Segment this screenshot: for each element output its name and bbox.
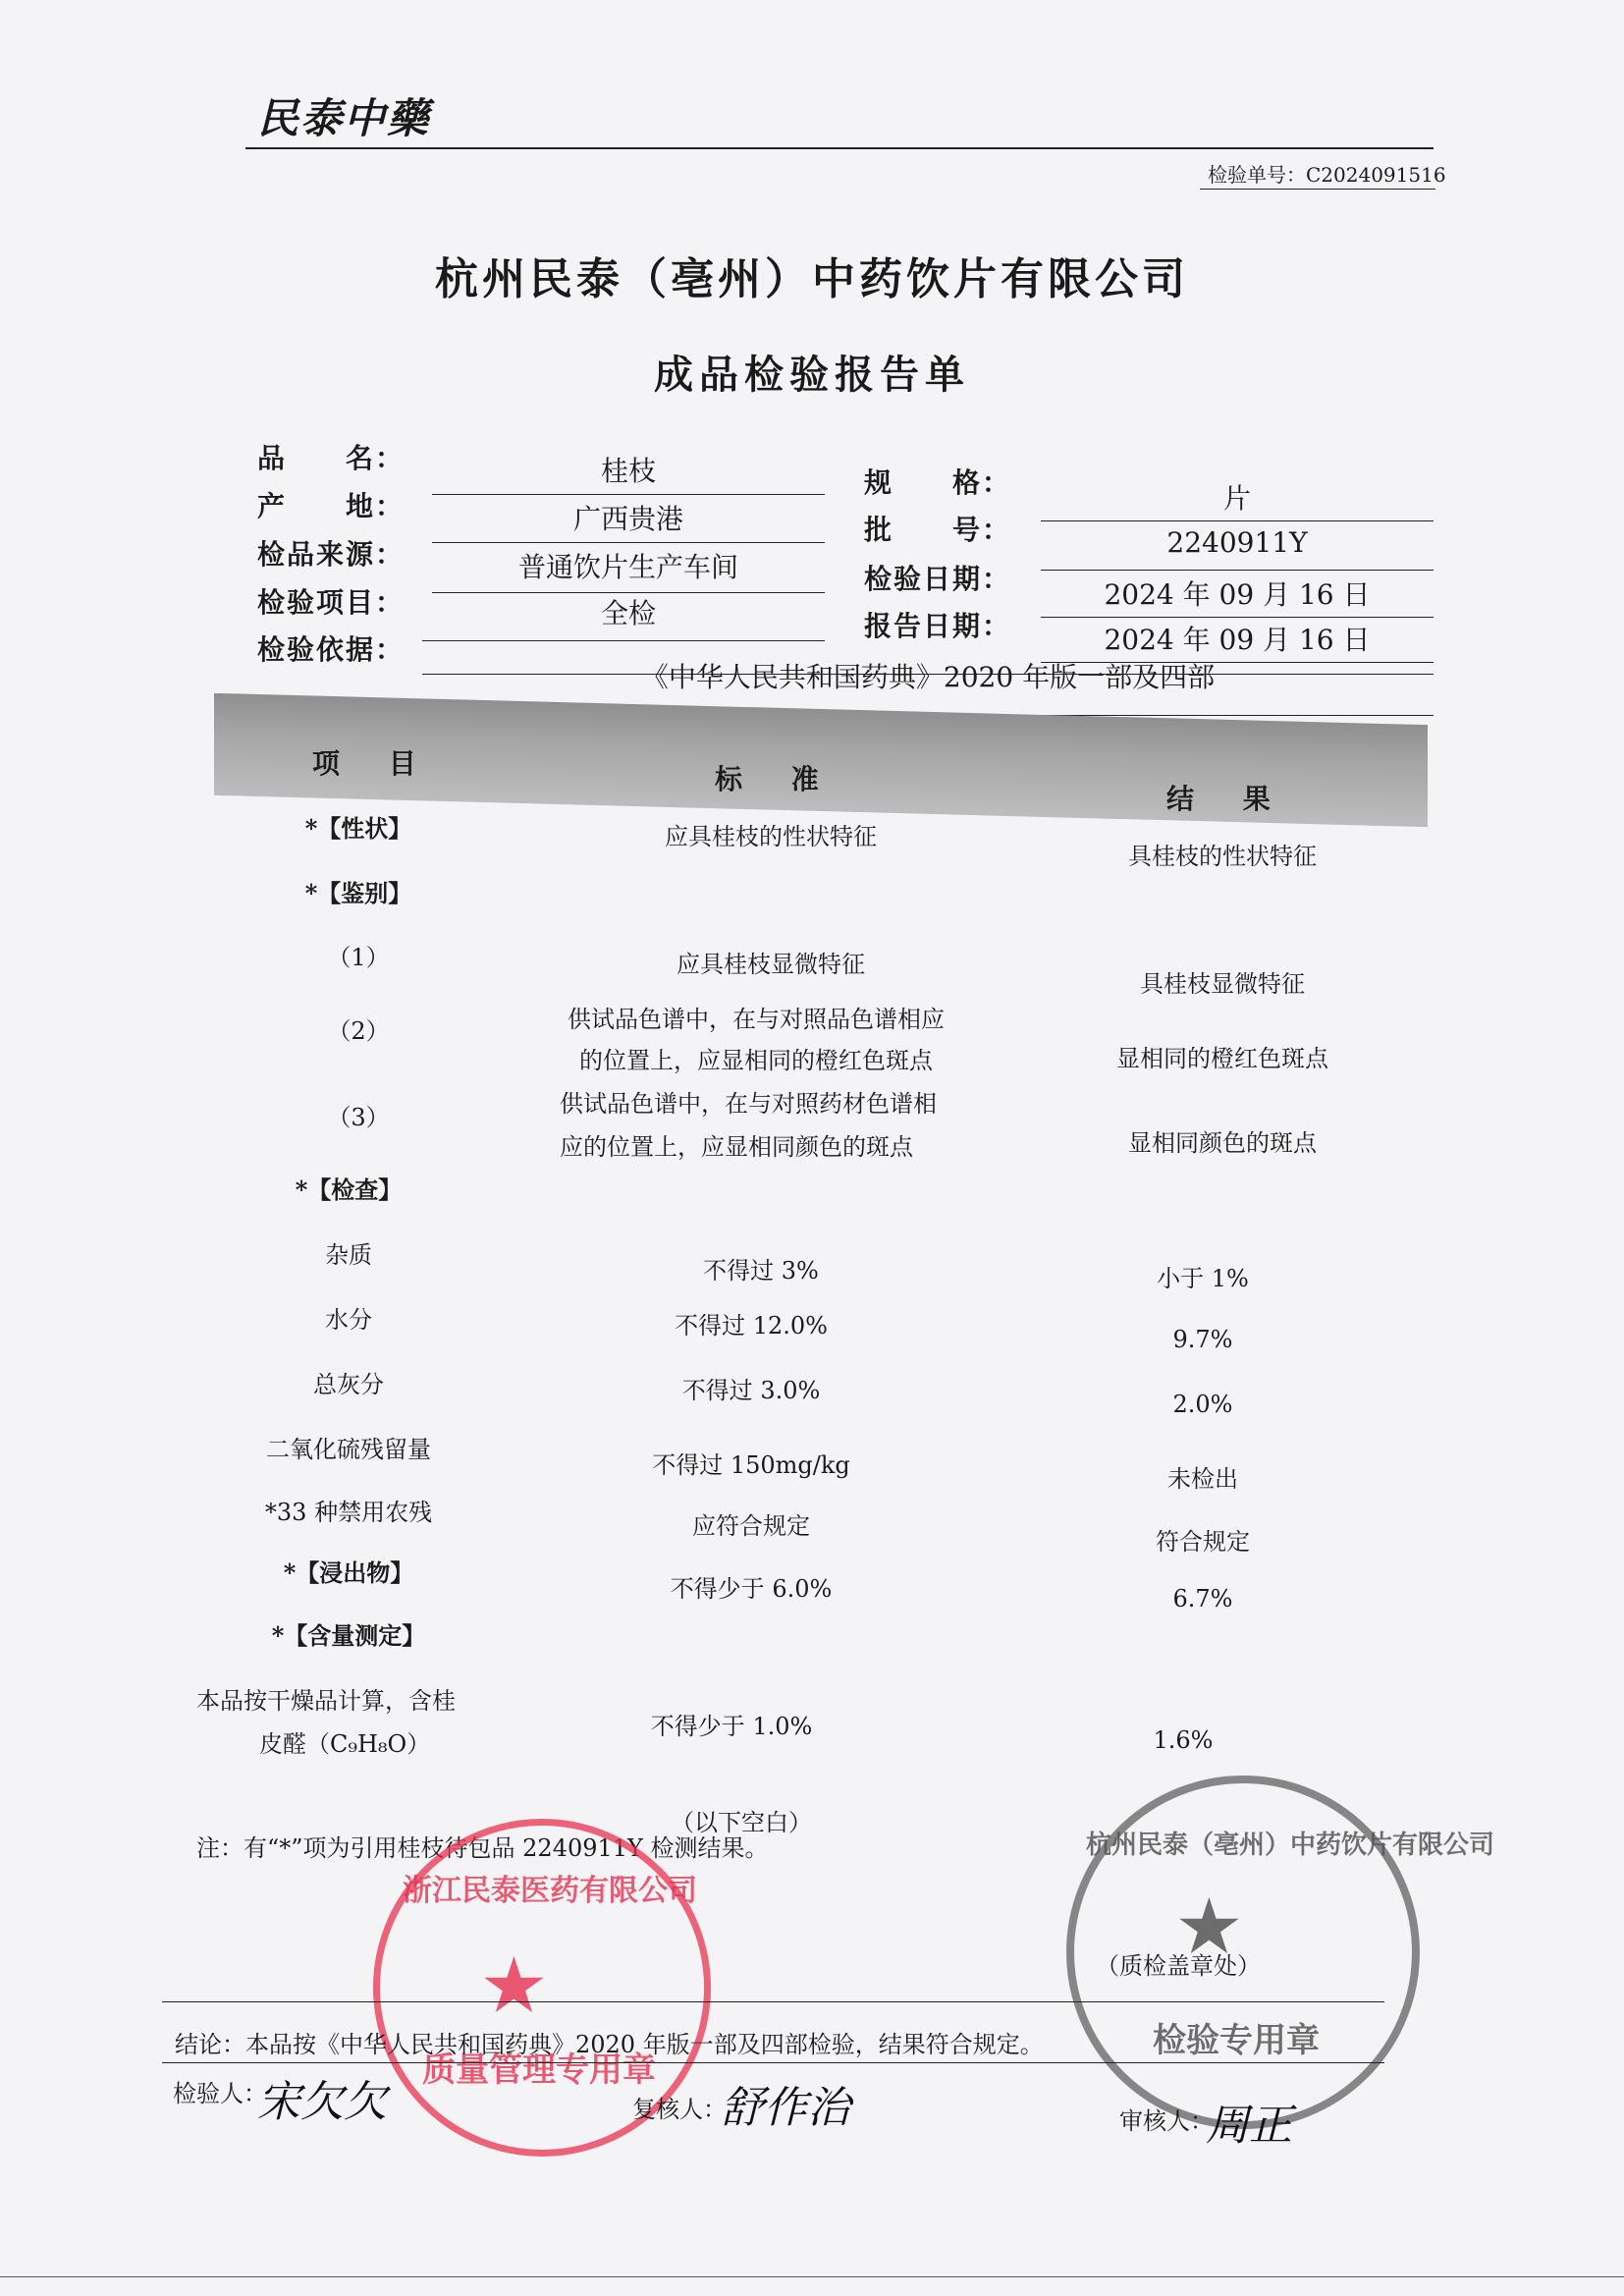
row-standard: 不得少于 1.0% — [650, 1713, 813, 1740]
header-divider — [245, 147, 1434, 149]
row-standard: 供试品色谱中，在与对照品色谱相应 — [568, 1006, 945, 1033]
row-item-line2: 皮醛（C₉H₈O） — [259, 1730, 431, 1758]
test-date-value: 2024 年 09 月 16 日 — [1104, 578, 1371, 611]
report-date-value: 2024 年 09 月 16 日 — [1104, 624, 1371, 656]
row-item: 本品按干燥品计算，含桂 — [196, 1687, 456, 1715]
page-bottom-edge — [0, 2276, 1624, 2277]
row-result: 2.0% — [1172, 1391, 1233, 1418]
column-header-item: 项 目 — [312, 747, 436, 780]
row-standard: 不得过 3% — [703, 1257, 819, 1285]
test-date-label: 检验日期： — [864, 563, 1012, 595]
name-label: 品 名： — [257, 442, 406, 474]
spec-label: 规 格： — [864, 466, 1012, 499]
conclusion-text: 结论：本品按《中华人民共和国药典》2020 年版一部及四部检验，结果符合规定。 — [175, 2031, 1044, 2058]
row-standard: 供试品色谱中，在与对照药材色谱相 — [560, 1090, 937, 1118]
row-standard-line2: 应的位置上，应显相同颜色的斑点 — [560, 1133, 913, 1161]
row-item: *【含量测定】 — [271, 1621, 426, 1650]
row-result: 6.7% — [1172, 1585, 1233, 1613]
gray-seal-caption: （质检盖章处） — [1096, 1952, 1261, 1980]
company-title: 杭州民泰（亳州）中药饮片有限公司 — [435, 254, 1189, 304]
row-item: （2） — [327, 1017, 390, 1045]
row-item: （3） — [327, 1104, 390, 1131]
report-date-label: 报告日期： — [864, 610, 1012, 642]
approver-signature: 周正 — [1206, 2101, 1292, 2151]
gray-seal-subtext: 检验专用章 — [1153, 2021, 1320, 2060]
conclusion-bottom-line — [162, 2062, 1384, 2063]
row-item: *33 种禁用农残 — [264, 1499, 433, 1526]
approver-label: 审核人： — [1119, 2107, 1214, 2135]
row-result: 未检出 — [1167, 1465, 1238, 1493]
gray-seal-star-icon: ★ — [1178, 1886, 1240, 1967]
row-standard: 不得过 150mg/kg — [652, 1451, 850, 1479]
reviewer-label: 复核人： — [632, 2096, 727, 2123]
item-value: 全检 — [600, 597, 656, 629]
blank-note: （以下空白） — [671, 1809, 812, 1836]
row-item: *【浸出物】 — [283, 1558, 414, 1587]
batch-label: 批 号： — [864, 514, 1012, 546]
item-underline — [422, 640, 825, 641]
basis-value: 《中华人民共和国药典》2020 年版一部及四部 — [640, 661, 1216, 693]
source-label: 检品来源： — [257, 538, 406, 571]
row-standard: 应符合规定 — [692, 1512, 810, 1540]
row-result: 显相同的橙红色斑点 — [1116, 1045, 1328, 1072]
red-seal-star-icon: ★ — [483, 1944, 545, 2026]
origin-underline — [432, 542, 825, 543]
spec-value: 片 — [1222, 482, 1251, 515]
row-standard: 不得过 12.0% — [675, 1312, 828, 1339]
batch-value: 2240911Y — [1166, 526, 1308, 559]
row-standard: 应具桂枝显微特征 — [677, 951, 865, 978]
red-seal-text: 浙江民泰医药有限公司 — [403, 1874, 697, 1908]
inspector-signature: 宋欠欠 — [257, 2077, 387, 2127]
row-item: 二氧化硫残留量 — [266, 1436, 431, 1463]
report-number-underline — [1200, 189, 1435, 190]
row-standard-line2: 的位置上，应显相同的橙红色斑点 — [579, 1047, 933, 1074]
company-logo: 民泰中藥 — [257, 94, 431, 142]
document-title: 成品检验报告单 — [654, 352, 970, 398]
row-standard: 不得少于 6.0% — [670, 1575, 833, 1603]
row-standard: 应具桂枝的性状特征 — [665, 823, 877, 850]
column-header-standard: 标 准 — [715, 763, 839, 795]
row-standard: 不得过 3.0% — [681, 1377, 821, 1404]
batch-underline — [1041, 570, 1434, 571]
test-date-underline — [1041, 617, 1434, 618]
origin-label: 产 地： — [257, 490, 406, 522]
item-label: 检验项目： — [257, 586, 406, 619]
row-item: 总灰分 — [313, 1371, 384, 1398]
row-result: 1.6% — [1153, 1726, 1214, 1754]
spec-underline — [1041, 520, 1434, 521]
inspector-label: 检验人： — [173, 2080, 267, 2107]
row-item: *【性状】 — [304, 814, 412, 843]
report-number: 检验单号：C2024091516 — [1208, 163, 1446, 187]
name-underline — [432, 494, 825, 495]
row-result: 符合规定 — [1156, 1528, 1250, 1556]
row-result: 具桂枝的性状特征 — [1128, 843, 1317, 870]
name-value: 桂枝 — [600, 455, 656, 487]
row-result: 显相同颜色的斑点 — [1128, 1129, 1317, 1157]
red-seal-subtext: 质量管理专用章 — [422, 2050, 656, 2090]
row-item: 杂质 — [325, 1241, 372, 1269]
column-header-result: 结 果 — [1166, 783, 1290, 815]
report-date-underline — [1041, 662, 1434, 663]
row-item: *【鉴别】 — [304, 879, 412, 907]
row-item: *【检查】 — [295, 1175, 403, 1204]
row-result: 小于 1% — [1157, 1265, 1249, 1292]
source-value: 普通饮片生产车间 — [517, 551, 738, 583]
row-result: 9.7% — [1172, 1326, 1233, 1353]
row-result: 具桂枝显微特征 — [1140, 970, 1305, 998]
reviewer-signature: 舒作治 — [721, 2083, 850, 2133]
row-item: 水分 — [325, 1306, 372, 1334]
origin-value: 广西贵港 — [572, 503, 683, 535]
basis-label: 检验依据： — [257, 633, 406, 666]
basis-underline-top — [422, 674, 1434, 675]
conclusion-top-line — [162, 2001, 1384, 2002]
footnote: 注：有“*”项为引用桂枝待包品 2240911Y 检测结果。 — [196, 1834, 769, 1862]
gray-seal-text: 杭州民泰（亳州）中药饮片有限公司 — [1086, 1831, 1495, 1860]
row-item: （1） — [327, 944, 390, 971]
